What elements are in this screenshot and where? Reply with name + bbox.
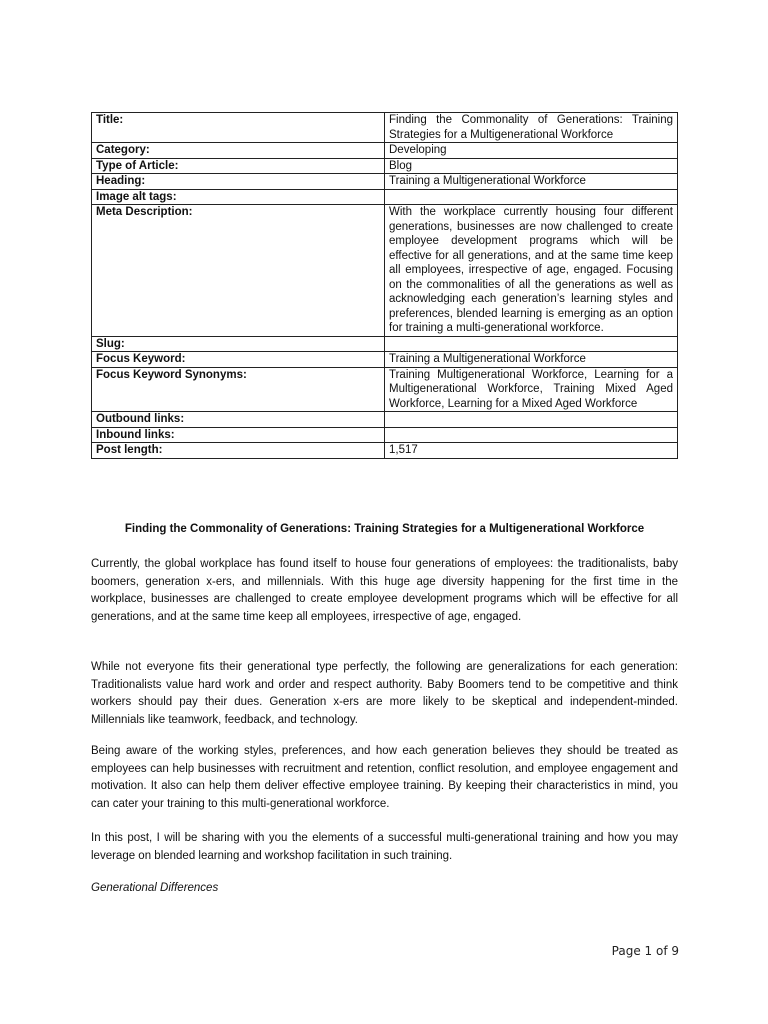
- title-label: Title:: [92, 113, 385, 143]
- article-metadata-table: [91, 112, 678, 459]
- focus-keyword-value: Training a Multigenerational Workforce: [385, 352, 678, 368]
- section-subheading: Generational Differences: [91, 882, 219, 894]
- focus-keyword-synonyms-label: Focus Keyword Synonyms:: [92, 367, 385, 412]
- title-value: Finding the Commonality of Generations: Training Strategies for a Multigenerational Workforce: [385, 113, 678, 143]
- table-row: [92, 427, 678, 443]
- post-length-value: 1,517: [385, 443, 678, 459]
- image-alt-tags-value: [385, 189, 678, 205]
- table-row: [92, 367, 678, 412]
- image-alt-tags-label: Image alt tags:: [92, 189, 385, 205]
- table-row: [92, 443, 678, 459]
- paragraph-awareness: Being aware of the working styles, preferences, and how each generation believes they should be treated as employees can help businesses with recruitment and retention, conflict resolution, and employee engagement and motivation. It also can help them deliver effective employee training. By keeping their characteristics in mind, you can cater your training to this multi-generational workforce.: [91, 745, 678, 810]
- article-type-label: Type of Article:: [92, 158, 385, 174]
- table-row: [92, 143, 678, 159]
- table-row: [92, 189, 678, 205]
- post-length-label: Post length:: [92, 443, 385, 459]
- heading-value: Training a Multigenerational Workforce: [385, 174, 678, 190]
- table-row: [92, 412, 678, 428]
- page-number: Page 1 of 9: [611, 944, 679, 958]
- outbound-links-label: Outbound links:: [92, 412, 385, 428]
- table-row: [92, 158, 678, 174]
- paragraph-generalizations: While not everyone fits their generational type perfectly, the following are generalizations for each generation: Traditionalists value hard work and order and respect authority. Baby Boomers tend to be competitive and think workers should pay their dues. Generation x-ers are more likely to be skeptical and independent-minded. Millennials like teamwork, feedback, and technology.: [91, 661, 678, 726]
- table-row: [92, 205, 678, 337]
- slug-label: Slug:: [92, 336, 385, 352]
- article-type-value: Blog: [385, 158, 678, 174]
- category-value: Developing: [385, 143, 678, 159]
- meta-description-label: Meta Description:: [92, 205, 385, 337]
- slug-value: [385, 336, 678, 352]
- outbound-links-value: [385, 412, 678, 428]
- article-title: Finding the Commonality of Generations: Training Strategies for a Multigenerational Workforce: [124, 523, 645, 535]
- table-row: [92, 174, 678, 190]
- focus-keyword-label: Focus Keyword:: [92, 352, 385, 368]
- table-row: [92, 336, 678, 352]
- inbound-links-value: [385, 427, 678, 443]
- inbound-links-label: Inbound links:: [92, 427, 385, 443]
- category-label: Category:: [92, 143, 385, 159]
- table-row: [92, 352, 678, 368]
- heading-label: Heading:: [92, 174, 385, 190]
- table-row: [92, 113, 678, 143]
- focus-keyword-synonyms-value: Training Multigenerational Workforce, Learning for a Multigenerational Workforce, Training Mixed Aged Workforce, Learning for a Mixed Aged Workforce: [385, 367, 678, 412]
- paragraph-intro: Currently, the global workplace has found itself to house four generations of employees: the traditionalists, baby boomers, generation x-ers, and millennials. With this huge age diversity happening for the first time in the workplace, businesses are challenged to create employee development programs which will be effective for all generations, and at the same time keep all employees, irrespective of age, engaged.: [91, 558, 678, 623]
- paragraph-post-overview: In this post, I will be sharing with you the elements of a successful multi-generational training and how you may leverage on blended learning and workshop facilitation in such training.: [91, 832, 678, 862]
- meta-description-value: With the workplace currently housing four different generations, businesses are now challenged to create employee development programs which will be effective for all generations, and at the same time keep all employees, irrespective of age, engaged. Focusing on the commonalities of all the generations as well as acknowledging each generation’s learning styles and preferences, blended learning is emerging as an option for training a multi-generational workforce.: [385, 205, 678, 337]
